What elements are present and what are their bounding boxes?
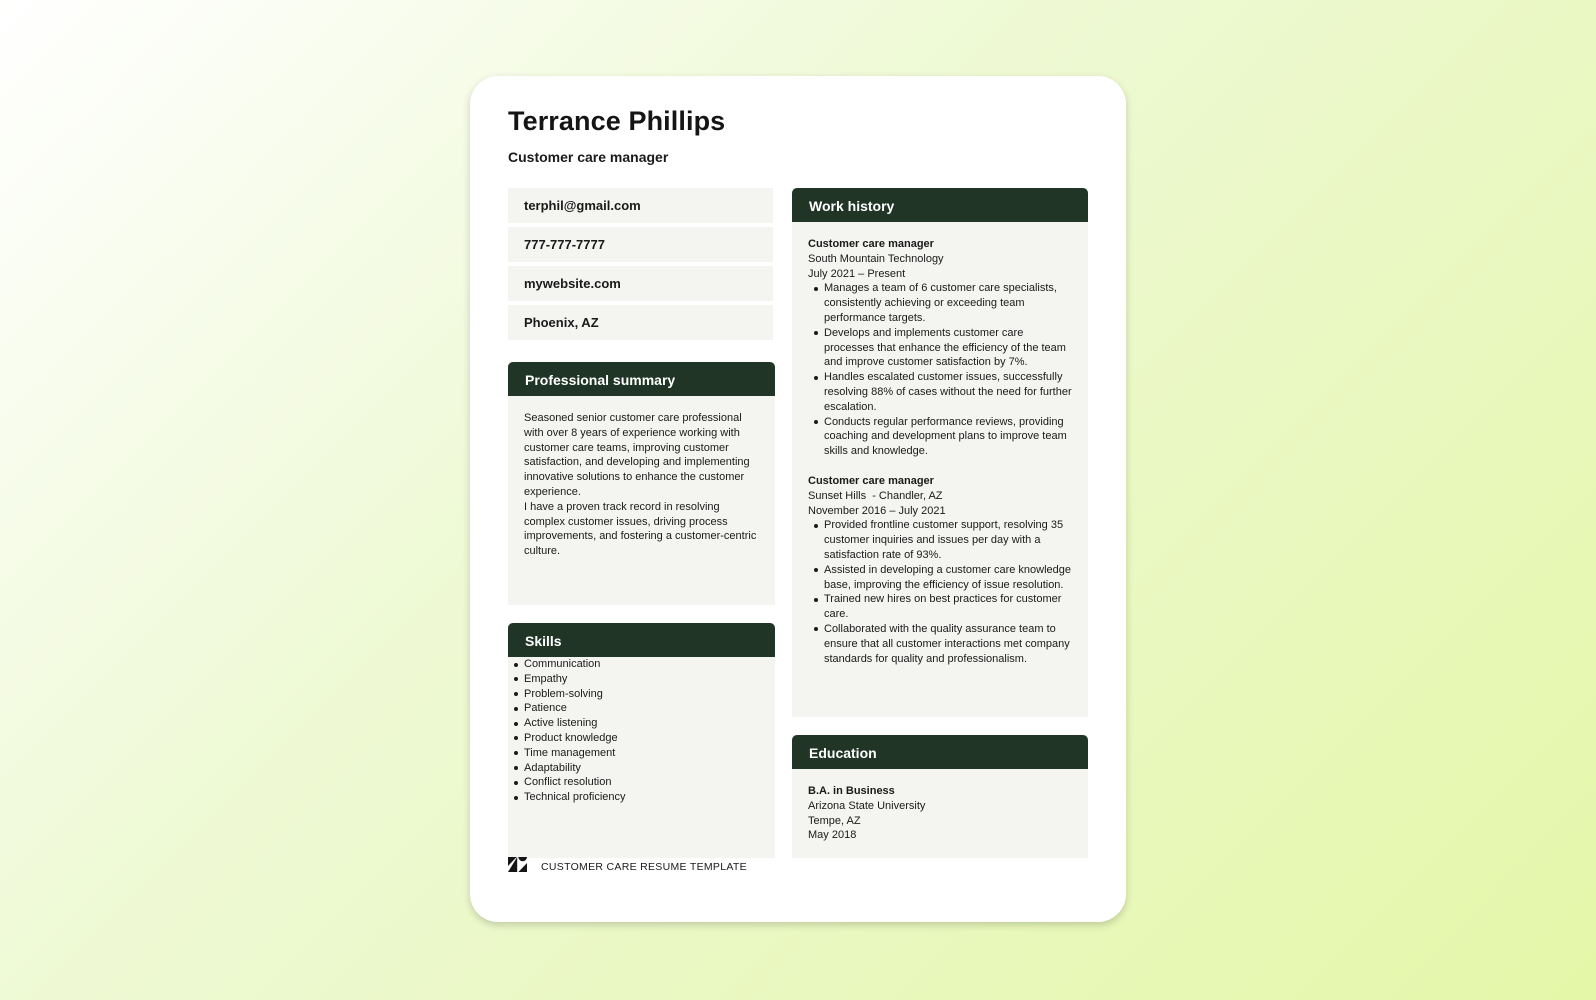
skill-item: Communication [508,657,775,672]
resume-name: Terrance Phillips [508,106,726,136]
job-bullet: Assisted in developing a customer care knowledge base, improving the efficiency of issue resolution. [808,563,1074,593]
job-bullet: Handles escalated customer issues, successfully resolving 88% of cases without the need for further escalation. [808,370,1074,414]
job-bullet: Trained new hires on best practices for customer care. [808,592,1074,622]
skills-heading: Skills [508,623,775,657]
job-title: Customer care manager [808,238,934,250]
summary-heading: Professional summary [508,362,775,396]
summary-paragraph-1: Seasoned senior customer care professional with over 8 years of experience working with customer care teams, improving customer satisfaction, and developing and implementing innovative solutions to enhance the customer experience. [524,412,750,498]
job-bullet: Collaborated with the quality assurance team to ensure that all customer interactions met company standards for quality and professionalism. [808,622,1074,666]
job-bullets [808,518,1074,666]
summary-section [508,362,775,605]
contact-phone: 777-777-7777 [508,227,773,262]
skill-item: Empathy [508,672,775,687]
skill-item: Time management [508,746,775,761]
education-section [792,735,1088,858]
contact-email: terphil@gmail.com [508,188,773,223]
education-body [792,769,1088,843]
job-title: Customer care manager [808,474,934,487]
job-dates: November 2016 – July 2021 [808,504,946,517]
skills-section [508,623,775,858]
contact-website: mywebsite.com [508,266,773,301]
skills-list [508,657,775,805]
skill-item: Adaptability [508,761,775,776]
education-date: May 2018 [808,829,857,842]
contact-location: Phoenix, AZ [508,305,773,340]
education-location: Tempe, AZ [808,814,861,827]
resume-card [470,76,1126,922]
summary-paragraph-2: I have a proven track record in resolving complex customer issues, driving process improvements, and fostering a customer-centric culture. [524,500,757,558]
resume-role: Customer care manager [508,149,669,165]
skill-item: Problem-solving [508,687,775,702]
job-bullet: Manages a team of 6 customer care specialists, consistently achieving or exceeding team performance targets. [808,281,1074,325]
footer-label: CUSTOMER CARE RESUME TEMPLATE [541,861,747,873]
job-dates: July 2021 – Present [808,267,906,280]
job-entry [792,459,1088,666]
skill-item: Conflict resolution [508,775,775,790]
skill-item: Patience [508,701,775,716]
job-entry [792,222,1088,459]
work-history-heading: Work history [792,188,1088,222]
job-bullet: Provided frontline customer support, resolving 35 customer inquiries and issues per day with a satisfaction rate of 93%. [808,518,1074,562]
skill-item: Technical proficiency [508,790,775,805]
job-company: South Mountain Technology [808,252,944,265]
skill-item: Product knowledge [508,731,775,746]
job-bullet: Develops and implements customer care processes that enhance the efficiency of the team and improve customer satisfaction by 7%. [808,326,1074,370]
footer [508,858,747,876]
education-degree: B.A. in Business [808,785,895,797]
job-company: Sunset Hills - Chandler, AZ [808,489,943,502]
education-school: Arizona State University [808,799,926,812]
zendesk-logo-icon [508,857,527,877]
summary-body [508,396,775,559]
job-bullets [808,281,1074,459]
work-history-section [792,188,1088,717]
job-bullet: Conducts regular performance reviews, providing coaching and development plans to improve team skills and knowledge. [808,415,1074,459]
skill-item: Active listening [508,716,775,731]
education-heading: Education [792,735,1088,769]
